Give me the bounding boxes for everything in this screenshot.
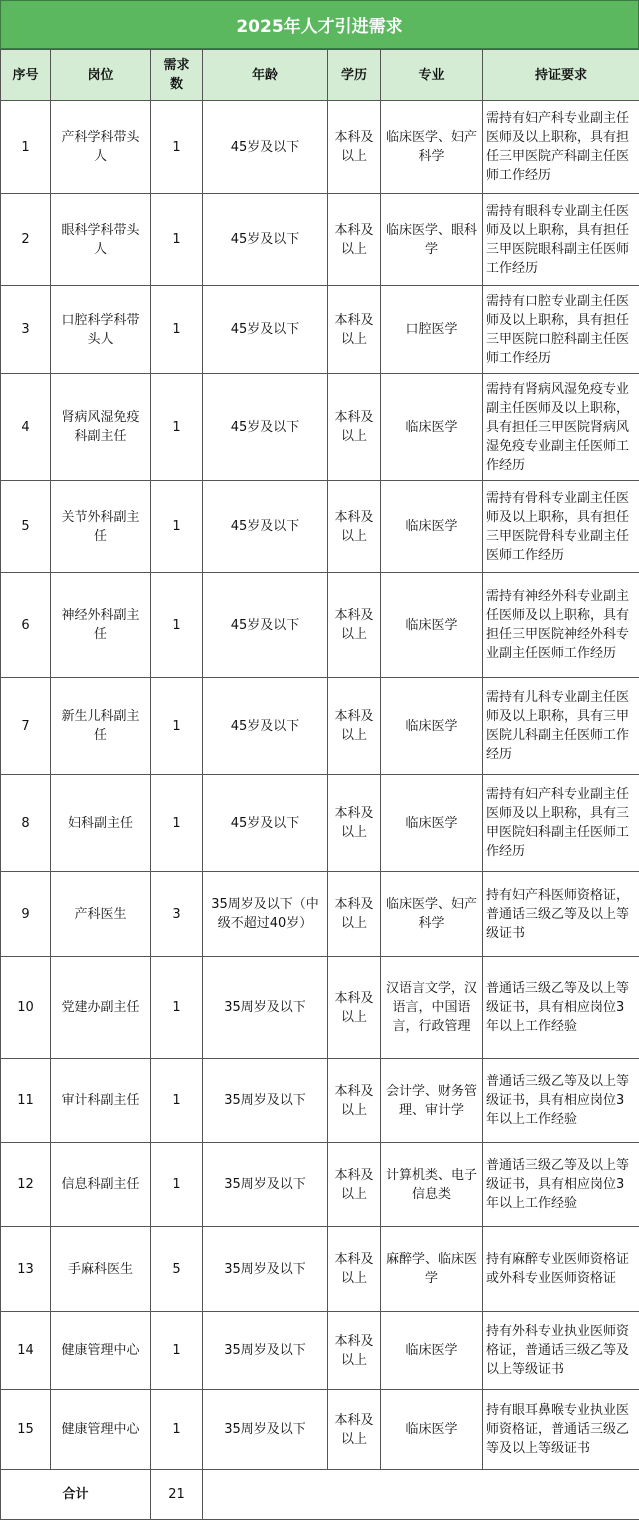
row-position: 肾病风湿免疫科副主任 (51, 374, 151, 481)
table-row (1, 957, 639, 1059)
table-row (1, 775, 639, 872)
table-row (1, 1227, 639, 1312)
row-major: 临床医学 (381, 1390, 483, 1470)
row-requirement: 持有妇产科医师资格证，普通话三级乙等及以上等级证书 (483, 872, 639, 957)
row-education: 本科及以上 (328, 957, 381, 1059)
row-major: 口腔医学 (381, 286, 483, 374)
row-count: 1 (151, 775, 203, 872)
row-index: 8 (1, 775, 51, 872)
row-education: 本科及以上 (328, 573, 381, 678)
header-position: 岗位 (51, 50, 151, 101)
row-requirement: 持有麻醉专业医师资格证或外科专业医师资格证 (483, 1227, 639, 1312)
row-age: 45岁及以下 (203, 286, 328, 374)
header-age: 年龄 (203, 50, 328, 101)
row-age: 35周岁及以下 (203, 1312, 328, 1390)
header-education: 学历 (328, 50, 381, 101)
row-position: 审计科副主任 (51, 1059, 151, 1143)
row-major: 临床医学 (381, 678, 483, 775)
row-requirement: 需持有眼科专业副主任医师及以上职称，具有担任三甲医院眼科副主任医师工作经历 (483, 194, 639, 286)
row-major: 汉语言文学，汉语言，中国语言，行政管理 (381, 957, 483, 1059)
row-count: 1 (151, 286, 203, 374)
row-age: 45岁及以下 (203, 481, 328, 573)
row-education: 本科及以上 (328, 1143, 381, 1227)
row-education: 本科及以上 (328, 374, 381, 481)
row-index: 6 (1, 573, 51, 678)
row-index: 13 (1, 1227, 51, 1312)
row-index: 3 (1, 286, 51, 374)
row-age: 45岁及以下 (203, 101, 328, 194)
row-position: 新生儿科副主任 (51, 678, 151, 775)
row-index: 4 (1, 374, 51, 481)
table-row (1, 286, 639, 374)
table-row (1, 374, 639, 481)
row-count: 1 (151, 194, 203, 286)
row-count: 1 (151, 481, 203, 573)
row-age: 45岁及以下 (203, 775, 328, 872)
row-age: 35周岁及以下 (203, 1227, 328, 1312)
row-count: 1 (151, 1059, 203, 1143)
header-major: 专业 (381, 50, 483, 101)
row-age: 45岁及以下 (203, 678, 328, 775)
row-major: 临床医学 (381, 374, 483, 481)
row-education: 本科及以上 (328, 1059, 381, 1143)
row-education: 本科及以上 (328, 775, 381, 872)
row-index: 14 (1, 1312, 51, 1390)
row-index: 11 (1, 1059, 51, 1143)
row-requirement: 持有外科专业执业医师资格证，普通话三级乙等及以上等级证书 (483, 1312, 639, 1390)
row-requirement: 需持有儿科专业副主任医师及以上职称，具有三甲医院儿科副主任医师工作经历 (483, 678, 639, 775)
row-requirement: 普通话三级乙等及以上等级证书，具有相应岗位3年以上工作经验 (483, 1059, 639, 1143)
row-age: 35周岁及以下 (203, 1390, 328, 1470)
row-position: 眼科学科带头人 (51, 194, 151, 286)
row-index: 2 (1, 194, 51, 286)
row-position: 手麻科医生 (51, 1227, 151, 1312)
total-empty-cell (203, 1470, 639, 1520)
row-major: 计算机类、电子信息类 (381, 1143, 483, 1227)
row-count: 1 (151, 957, 203, 1059)
row-index: 1 (1, 101, 51, 194)
row-age: 45岁及以下 (203, 374, 328, 481)
header-row (1, 50, 639, 101)
row-major: 临床医学 (381, 481, 483, 573)
table-row (1, 481, 639, 573)
total-row (1, 1470, 639, 1520)
row-education: 本科及以上 (328, 678, 381, 775)
table-row (1, 194, 639, 286)
row-age: 45岁及以下 (203, 573, 328, 678)
row-index: 15 (1, 1390, 51, 1470)
row-requirement: 需持有肾病风湿免疫专业副主任医师及以上职称，具有担任三甲医院肾病风湿免疫专业副主任医师工作经历 (483, 374, 639, 481)
row-position: 健康管理中心 (51, 1312, 151, 1390)
row-major: 临床医学 (381, 573, 483, 678)
row-position: 神经外科副主任 (51, 573, 151, 678)
page-title: 2025年人才引进需求 (0, 0, 639, 49)
row-education: 本科及以上 (328, 1390, 381, 1470)
row-count: 1 (151, 374, 203, 481)
row-education: 本科及以上 (328, 1312, 381, 1390)
header-index: 序号 (1, 50, 51, 101)
row-count: 3 (151, 872, 203, 957)
row-position: 产科学科带头人 (51, 101, 151, 194)
row-major: 临床医学、眼科学 (381, 194, 483, 286)
row-index: 10 (1, 957, 51, 1059)
table-row (1, 1143, 639, 1227)
recruitment-table (0, 49, 639, 1520)
table-row (1, 872, 639, 957)
row-count: 1 (151, 1143, 203, 1227)
row-education: 本科及以上 (328, 872, 381, 957)
table-row (1, 1312, 639, 1390)
row-age: 35周岁及以下（中级不超过40岁） (203, 872, 328, 957)
row-index: 5 (1, 481, 51, 573)
table-row (1, 573, 639, 678)
row-education: 本科及以上 (328, 194, 381, 286)
row-index: 9 (1, 872, 51, 957)
table-row (1, 1059, 639, 1143)
table-row (1, 101, 639, 194)
row-major: 临床医学 (381, 1312, 483, 1390)
row-position: 产科医生 (51, 872, 151, 957)
row-position: 信息科副主任 (51, 1143, 151, 1227)
row-count: 1 (151, 1312, 203, 1390)
row-major: 临床医学、妇产科学 (381, 872, 483, 957)
total-label: 合计 (1, 1470, 151, 1520)
table-row (1, 678, 639, 775)
row-education: 本科及以上 (328, 1227, 381, 1312)
row-requirement: 需持有神经外科专业副主任医师及以上职称，具有担任三甲医院神经外科专业副主任医师工作经历 (483, 573, 639, 678)
row-major: 临床医学、妇产科学 (381, 101, 483, 194)
row-age: 45岁及以下 (203, 194, 328, 286)
row-position: 口腔科学科带头人 (51, 286, 151, 374)
row-count: 1 (151, 1390, 203, 1470)
row-age: 35周岁及以下 (203, 1143, 328, 1227)
row-education: 本科及以上 (328, 481, 381, 573)
header-count: 需求数 (151, 50, 203, 101)
row-requirement: 需持有口腔专业副主任医师及以上职称，具有担任三甲医院口腔科副主任医师工作经历 (483, 286, 639, 374)
row-index: 7 (1, 678, 51, 775)
row-requirement: 需持有妇产科专业副主任医师及以上职称，具有三甲医院妇科副主任医师工作经历 (483, 775, 639, 872)
row-requirement: 普通话三级乙等及以上等级证书，具有相应岗位3年以上工作经验 (483, 957, 639, 1059)
row-count: 1 (151, 101, 203, 194)
row-position: 妇科副主任 (51, 775, 151, 872)
row-age: 35周岁及以下 (203, 957, 328, 1059)
row-count: 1 (151, 573, 203, 678)
row-count: 5 (151, 1227, 203, 1312)
row-position: 健康管理中心 (51, 1390, 151, 1470)
row-position: 关节外科副主任 (51, 481, 151, 573)
row-major: 临床医学 (381, 775, 483, 872)
header-requirement: 持证要求 (483, 50, 639, 101)
table-body (1, 101, 639, 1470)
row-count: 1 (151, 678, 203, 775)
row-major: 会计学、财务管理、审计学 (381, 1059, 483, 1143)
row-position: 党建办副主任 (51, 957, 151, 1059)
row-major: 麻醉学、临床医学 (381, 1227, 483, 1312)
row-index: 12 (1, 1143, 51, 1227)
row-education: 本科及以上 (328, 286, 381, 374)
row-requirement: 需持有妇产科专业副主任医师及以上职称，具有担任三甲医院产科副主任医师工作经历 (483, 101, 639, 194)
row-education: 本科及以上 (328, 101, 381, 194)
row-requirement: 持有眼耳鼻喉专业执业医师资格证，普通话三级乙等及以上等级证书 (483, 1390, 639, 1470)
table-row (1, 1390, 639, 1470)
row-age: 35周岁及以下 (203, 1059, 328, 1143)
total-value: 21 (151, 1470, 203, 1520)
row-requirement: 普通话三级乙等及以上等级证书，具有相应岗位3年以上工作经验 (483, 1143, 639, 1227)
row-requirement: 需持有骨科专业副主任医师及以上职称，具有担任三甲医院骨科专业副主任医师工作经历 (483, 481, 639, 573)
